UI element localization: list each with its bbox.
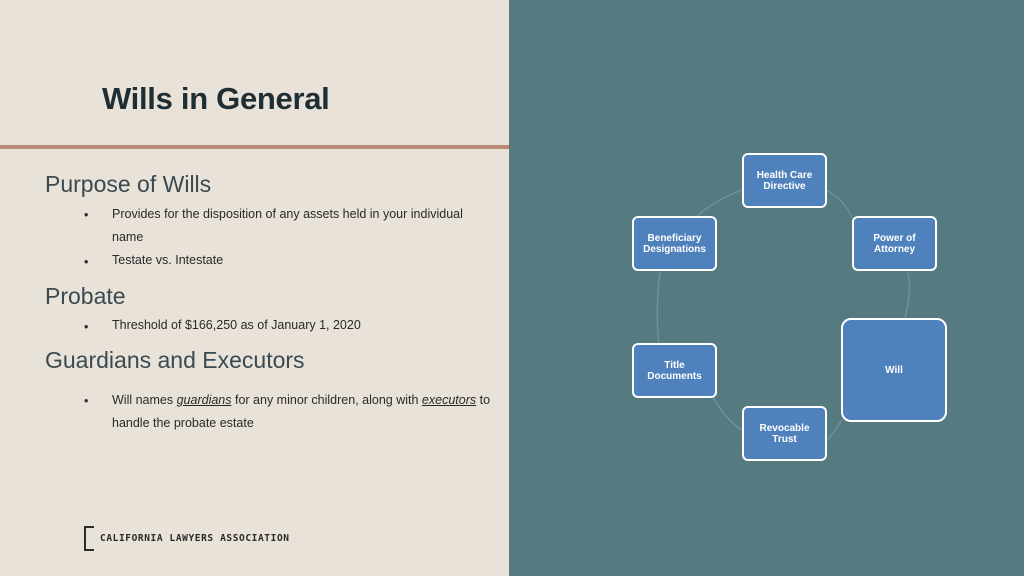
node-power-of-attorney[interactable]: Power of Attorney xyxy=(852,216,937,271)
bullet-text-post: to handle the probate estate xyxy=(112,393,491,430)
node-health-care-directive[interactable]: Health Care Directive xyxy=(742,153,827,208)
connector-line xyxy=(828,420,842,440)
bullet-text: Provides for the disposition of any assets held in your individual name xyxy=(112,207,463,244)
slide-title: Wills in General xyxy=(102,81,330,116)
connector-line xyxy=(905,272,909,318)
connector-line xyxy=(826,190,852,218)
node-beneficiary-designations[interactable]: Beneficiary Designations xyxy=(632,216,717,271)
bullet-text-pre: Will names xyxy=(112,393,174,407)
bullet-text-mid: for any minor children, along with xyxy=(235,393,419,407)
bullet-glyph: • xyxy=(84,320,89,334)
bullet-text: Testate vs. Intestate xyxy=(112,253,224,267)
emphasis-guardians: guardians xyxy=(176,393,232,407)
heading-purpose: Purpose of Wills xyxy=(45,171,212,197)
emphasis-executors: executors xyxy=(421,393,477,407)
connector-line xyxy=(712,395,742,430)
connector-line xyxy=(696,190,742,217)
bullet-glyph: • xyxy=(84,208,89,222)
heading-guardians: Guardians and Executors xyxy=(45,347,305,373)
bullet-glyph: • xyxy=(84,394,89,408)
bullet-text: Threshold of $166,250 as of January 1, 2020 xyxy=(112,318,361,332)
node-revocable-trust[interactable]: Revocable Trust xyxy=(742,406,827,461)
node-will[interactable]: Will xyxy=(841,318,947,422)
node-title-documents[interactable]: Title Documents xyxy=(632,343,717,398)
logo-text: CALIFORNIA LAWYERS ASSOCIATION xyxy=(100,533,290,544)
bullet-glyph: • xyxy=(84,255,89,269)
connector-line xyxy=(657,272,660,344)
heading-probate: Probate xyxy=(45,283,126,309)
